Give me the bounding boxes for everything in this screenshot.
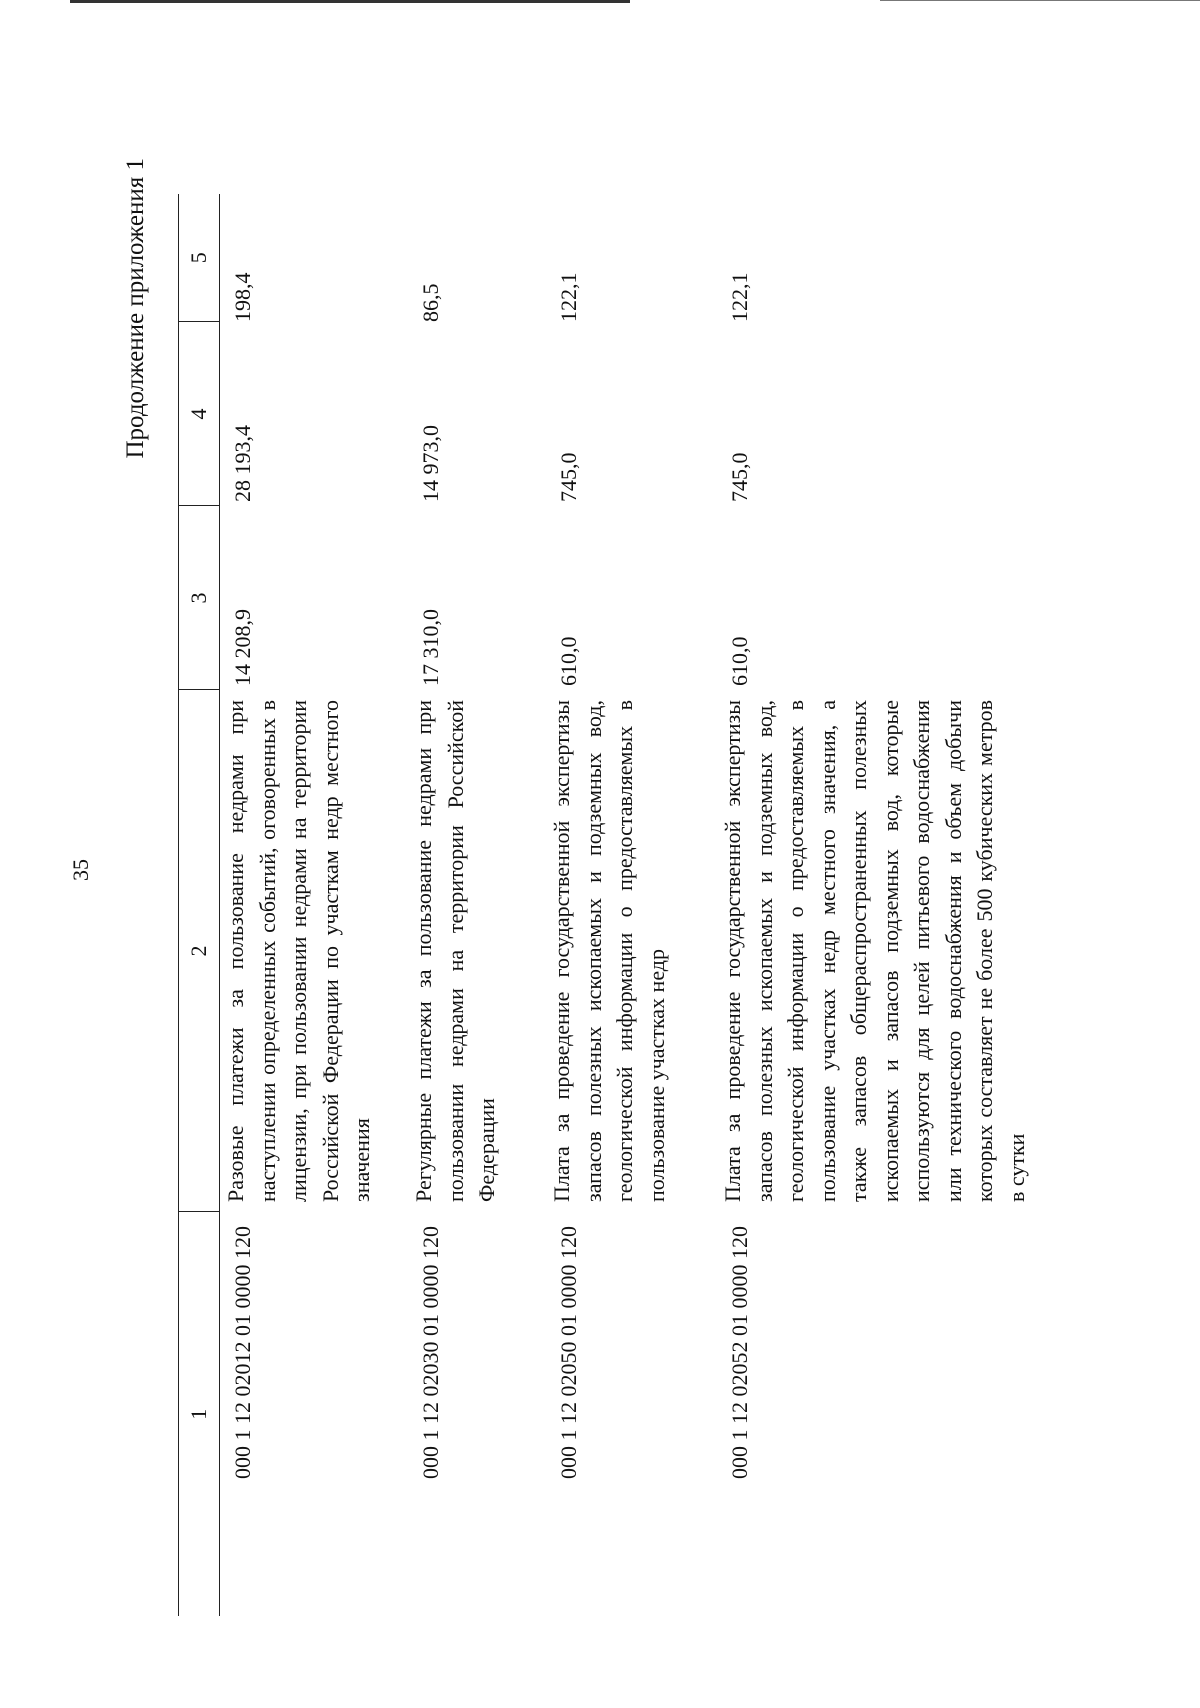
table-row: [717, 194, 1032, 1616]
value-col4: 28 193,4: [230, 425, 255, 502]
value-col3: 610,0: [556, 636, 581, 686]
table-row: [220, 194, 409, 1616]
revenue-description: Плата за проведение государственной экспертизы запасов полезных ископаемых и подземных вод, геологической информации о предоставляемых в пользование участках недр местного значения, а также запасов общераспространенных полезных ископаемых и запасов подземных вод, которые используются для целей питьевого водоснабжения или технического водоснабжения и объем добычи которых составляет не более 500 кубических метров в сутки: [720, 700, 1029, 1202]
page-number: 35: [68, 859, 93, 881]
revenue-description: Регулярные платежи за пользование недрами при пользовании недрами на территории Российской Федерации: [411, 700, 499, 1202]
table-header-row: [179, 194, 220, 1616]
budget-code: 000 1 12 02012 01 0000 120: [230, 1226, 255, 1479]
value-col3: 14 208,9: [230, 609, 255, 686]
value-col4: 745,0: [556, 452, 581, 502]
value-col3: 17 310,0: [418, 609, 443, 686]
value-col4: 745,0: [727, 452, 752, 502]
revenue-description: Плата за проведение государственной экспертизы запасов полезных ископаемых и подземных вод, геологической информации о предоставляемых в пользование участках недр: [549, 700, 669, 1202]
value-col5: 86,5: [418, 283, 443, 322]
value-col3: 610,0: [727, 636, 752, 686]
column-header: 3: [179, 506, 220, 690]
value-col5: 198,4: [230, 272, 255, 322]
column-header: 4: [179, 322, 220, 506]
column-header: 2: [179, 690, 220, 1212]
budget-code: 000 1 12 02030 01 0000 120: [418, 1226, 443, 1479]
continuation-label: Продолжение приложения 1: [122, 158, 149, 459]
table-row: [408, 194, 546, 1616]
revenue-table: [178, 194, 1032, 1616]
column-header: 5: [179, 194, 220, 322]
table-row: [546, 194, 717, 1616]
value-col5: 122,1: [556, 272, 581, 322]
budget-code: 000 1 12 02052 01 0000 120: [727, 1226, 752, 1479]
revenue-description: Разовые платежи за пользование недрами при наступлении определенных событий, оговоренных в лицензии, при пользовании недрами на территории Российской Федерации по участкам недр местного значения: [223, 700, 374, 1202]
value-col4: 14 973,0: [418, 425, 443, 502]
column-header: 1: [179, 1212, 220, 1616]
budget-code: 000 1 12 02050 01 0000 120: [556, 1226, 581, 1479]
value-col5: 122,1: [727, 272, 752, 322]
